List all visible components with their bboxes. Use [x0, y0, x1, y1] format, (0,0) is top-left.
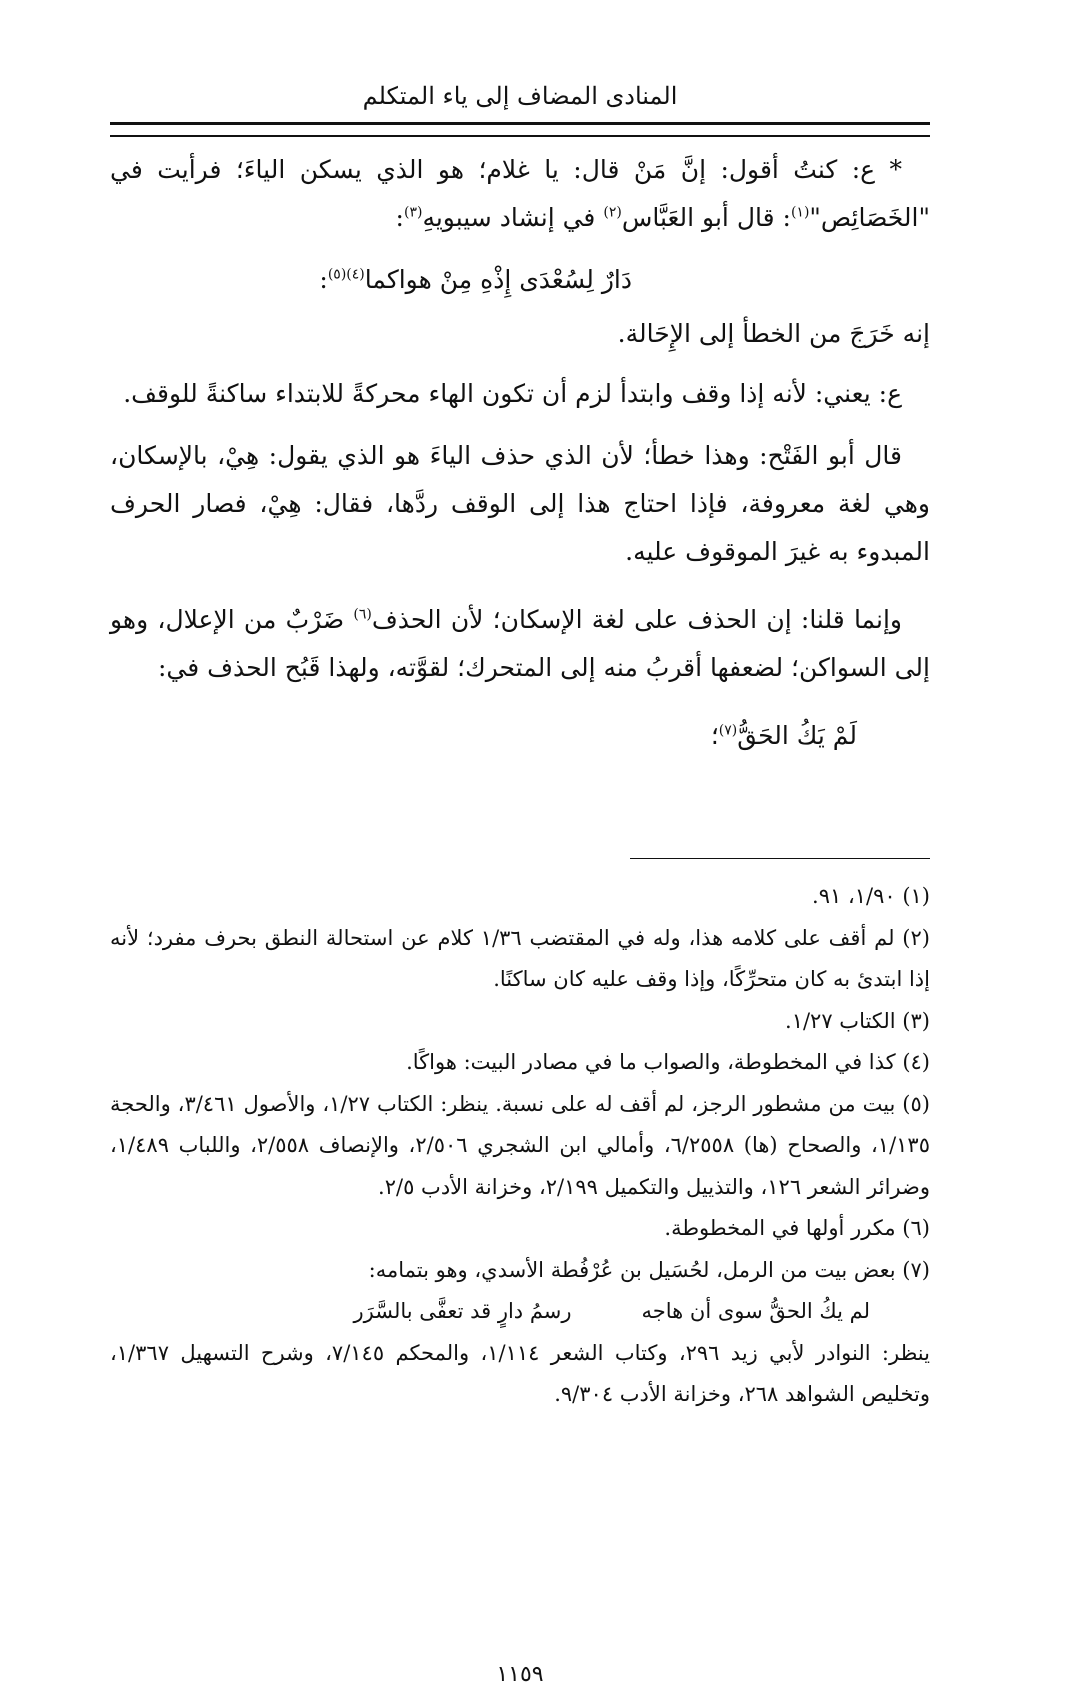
footnote-7-verse-second-hemistich: رسمُ دارٍ قد تعفَّى بالسَّرَر: [353, 1299, 572, 1323]
footnote-7-references: ينظر: النوادر لأبي زيد ٢٩٦، وكتاب الشعر ١/١١٤، والمحكم ٧/١٤٥، وشرح التسهيل ١/٣٦٧، وتخليص الشواهد ٢٦٨، وخزانة الأدب ٩/٣٠٤.: [110, 1340, 930, 1406]
footnote-ref-1[interactable]: (١): [790, 204, 810, 221]
verse-2: [711, 712, 857, 760]
footnote-7: (٧) بعض بيت من الرمل، لحُسَيل بن عُرْفُطة الأسدي، وهو بتمامه:: [368, 1257, 930, 1282]
verse-2-punct: ؛: [710, 721, 719, 750]
verse-1-text: دَارٌ لِسُعْدَى إِذْهِ مِنْ هواكما: [364, 265, 632, 294]
paragraph-1-text-d: :: [395, 203, 404, 232]
footnote-ref-7[interactable]: (٧): [718, 722, 738, 739]
paragraph-3-text: ع: يعني: لأنه إذا وقف وابتدأ لزم أن تكون الهاء محركةً للابتداء ساكنةً للوقف.: [123, 379, 902, 408]
paragraph-1-text-b: : قال أبو العَبَّاس: [621, 203, 791, 232]
verse-2-text: لَمْ يَكُ الحَقُّ: [737, 721, 857, 750]
paragraph-4-text: قال أبو الفَتْح: وهذا خطأ؛ لأن الذي حذف الياءَ هو الذي يقول: هِيْ، بالإسكان، وهي لغة معروفة، فإذا احتاج هذا إلى الوقف ردَّها، فقال: هِيْ، فصار الحرف المبدوء به غيرَ الموقوف عليه.: [110, 441, 930, 566]
paragraph-2: [110, 310, 930, 358]
verse-1-colon: :: [319, 265, 328, 294]
paragraph-5-text-a: وإنما قلنا: إن الحذف على لغة الإسكان؛ لأن الحذف: [371, 605, 902, 634]
page-number: ١١٥٩: [496, 1662, 544, 1687]
header-rule-thin: [110, 135, 930, 137]
verse-1: [319, 256, 632, 304]
footnote-ref-3[interactable]: (٣): [403, 204, 423, 221]
footnote-2: (٢) لم أقف على كلامه هذا، وله في المقتضب ١/٣٦ كلام عن استحالة النطق بحرف مفرد؛ لأنه إذا ابتدئ به كان متحرِّكًا، وإذا وقف عليه كان ساكنًا.: [110, 925, 930, 991]
paragraph-1: [110, 146, 930, 242]
footnote-5: (٥) بيت من مشطور الرجز، لم أقف له على نسبة. ينظر: الكتاب ١/٢٧، والأصول ٣/٤٦١، والحجة ١/١٣٥، والصحاح (ها) ٦/٢٥٥٨، وأمالي ابن الشجري ٢/٥٠٦، والإنصاف ٢/٥٥٨، واللباب ١/٤٨٩، وضرائر الشعر ١٢٦، والتذييل والتكميل ٢/١٩٩، وخزانة الأدب ٢/٥.: [110, 1091, 930, 1199]
footnotes: [110, 876, 930, 1416]
footnote-ref-6[interactable]: (٦): [353, 606, 372, 623]
paragraph-5: [110, 596, 930, 692]
footnote-7-verse-first-hemistich: لم يكُ الحقُّ سوى أن هاجه: [641, 1299, 870, 1323]
footnote-ref-2[interactable]: (٢): [603, 204, 622, 221]
footnote-4: (٤) كذا في المخطوطة، والصواب ما في مصادر البيت: هواكًا.: [406, 1050, 930, 1074]
footnote-6: (٦) مكرر أولها في المخطوطة.: [664, 1216, 930, 1240]
paragraph-4: [110, 432, 930, 576]
footnote-separator: [630, 858, 930, 859]
paragraph-1-text-c: في إنشاد سيبويهِ: [422, 203, 604, 232]
footnote-3: (٣) الكتاب ١/٢٧.: [785, 1008, 930, 1033]
paragraph-5-text-b: ضَرْبٌ من الإعلال، وهو إلى السواكن؛ لضعفها أقربُ منه إلى المتحرك؛ لقوَّته، ولهذا قَبُح الحذف في:: [110, 605, 930, 682]
paragraph-3: [110, 370, 930, 418]
footnote-ref-4-5[interactable]: (٤)(٥): [327, 266, 365, 283]
running-title: المنادى المضاف إلى ياء المتكلم: [362, 82, 678, 110]
paragraph-1-text-a: * ع: كنتُ أقول: إنَّ مَنْ قال: يا غلام؛ هو الذي يسكن الياءَ؛ فرأيت في "الخَصَائِص": [110, 155, 930, 232]
header-rule-thick: [110, 122, 930, 125]
footnote-1: (١) ١/٩٠، ٩١.: [812, 884, 930, 908]
footnote-7-verse: [110, 1291, 930, 1333]
paragraph-2-text: إنه خَرَجَ من الخطأ إلى الإِحَالة.: [617, 319, 930, 348]
